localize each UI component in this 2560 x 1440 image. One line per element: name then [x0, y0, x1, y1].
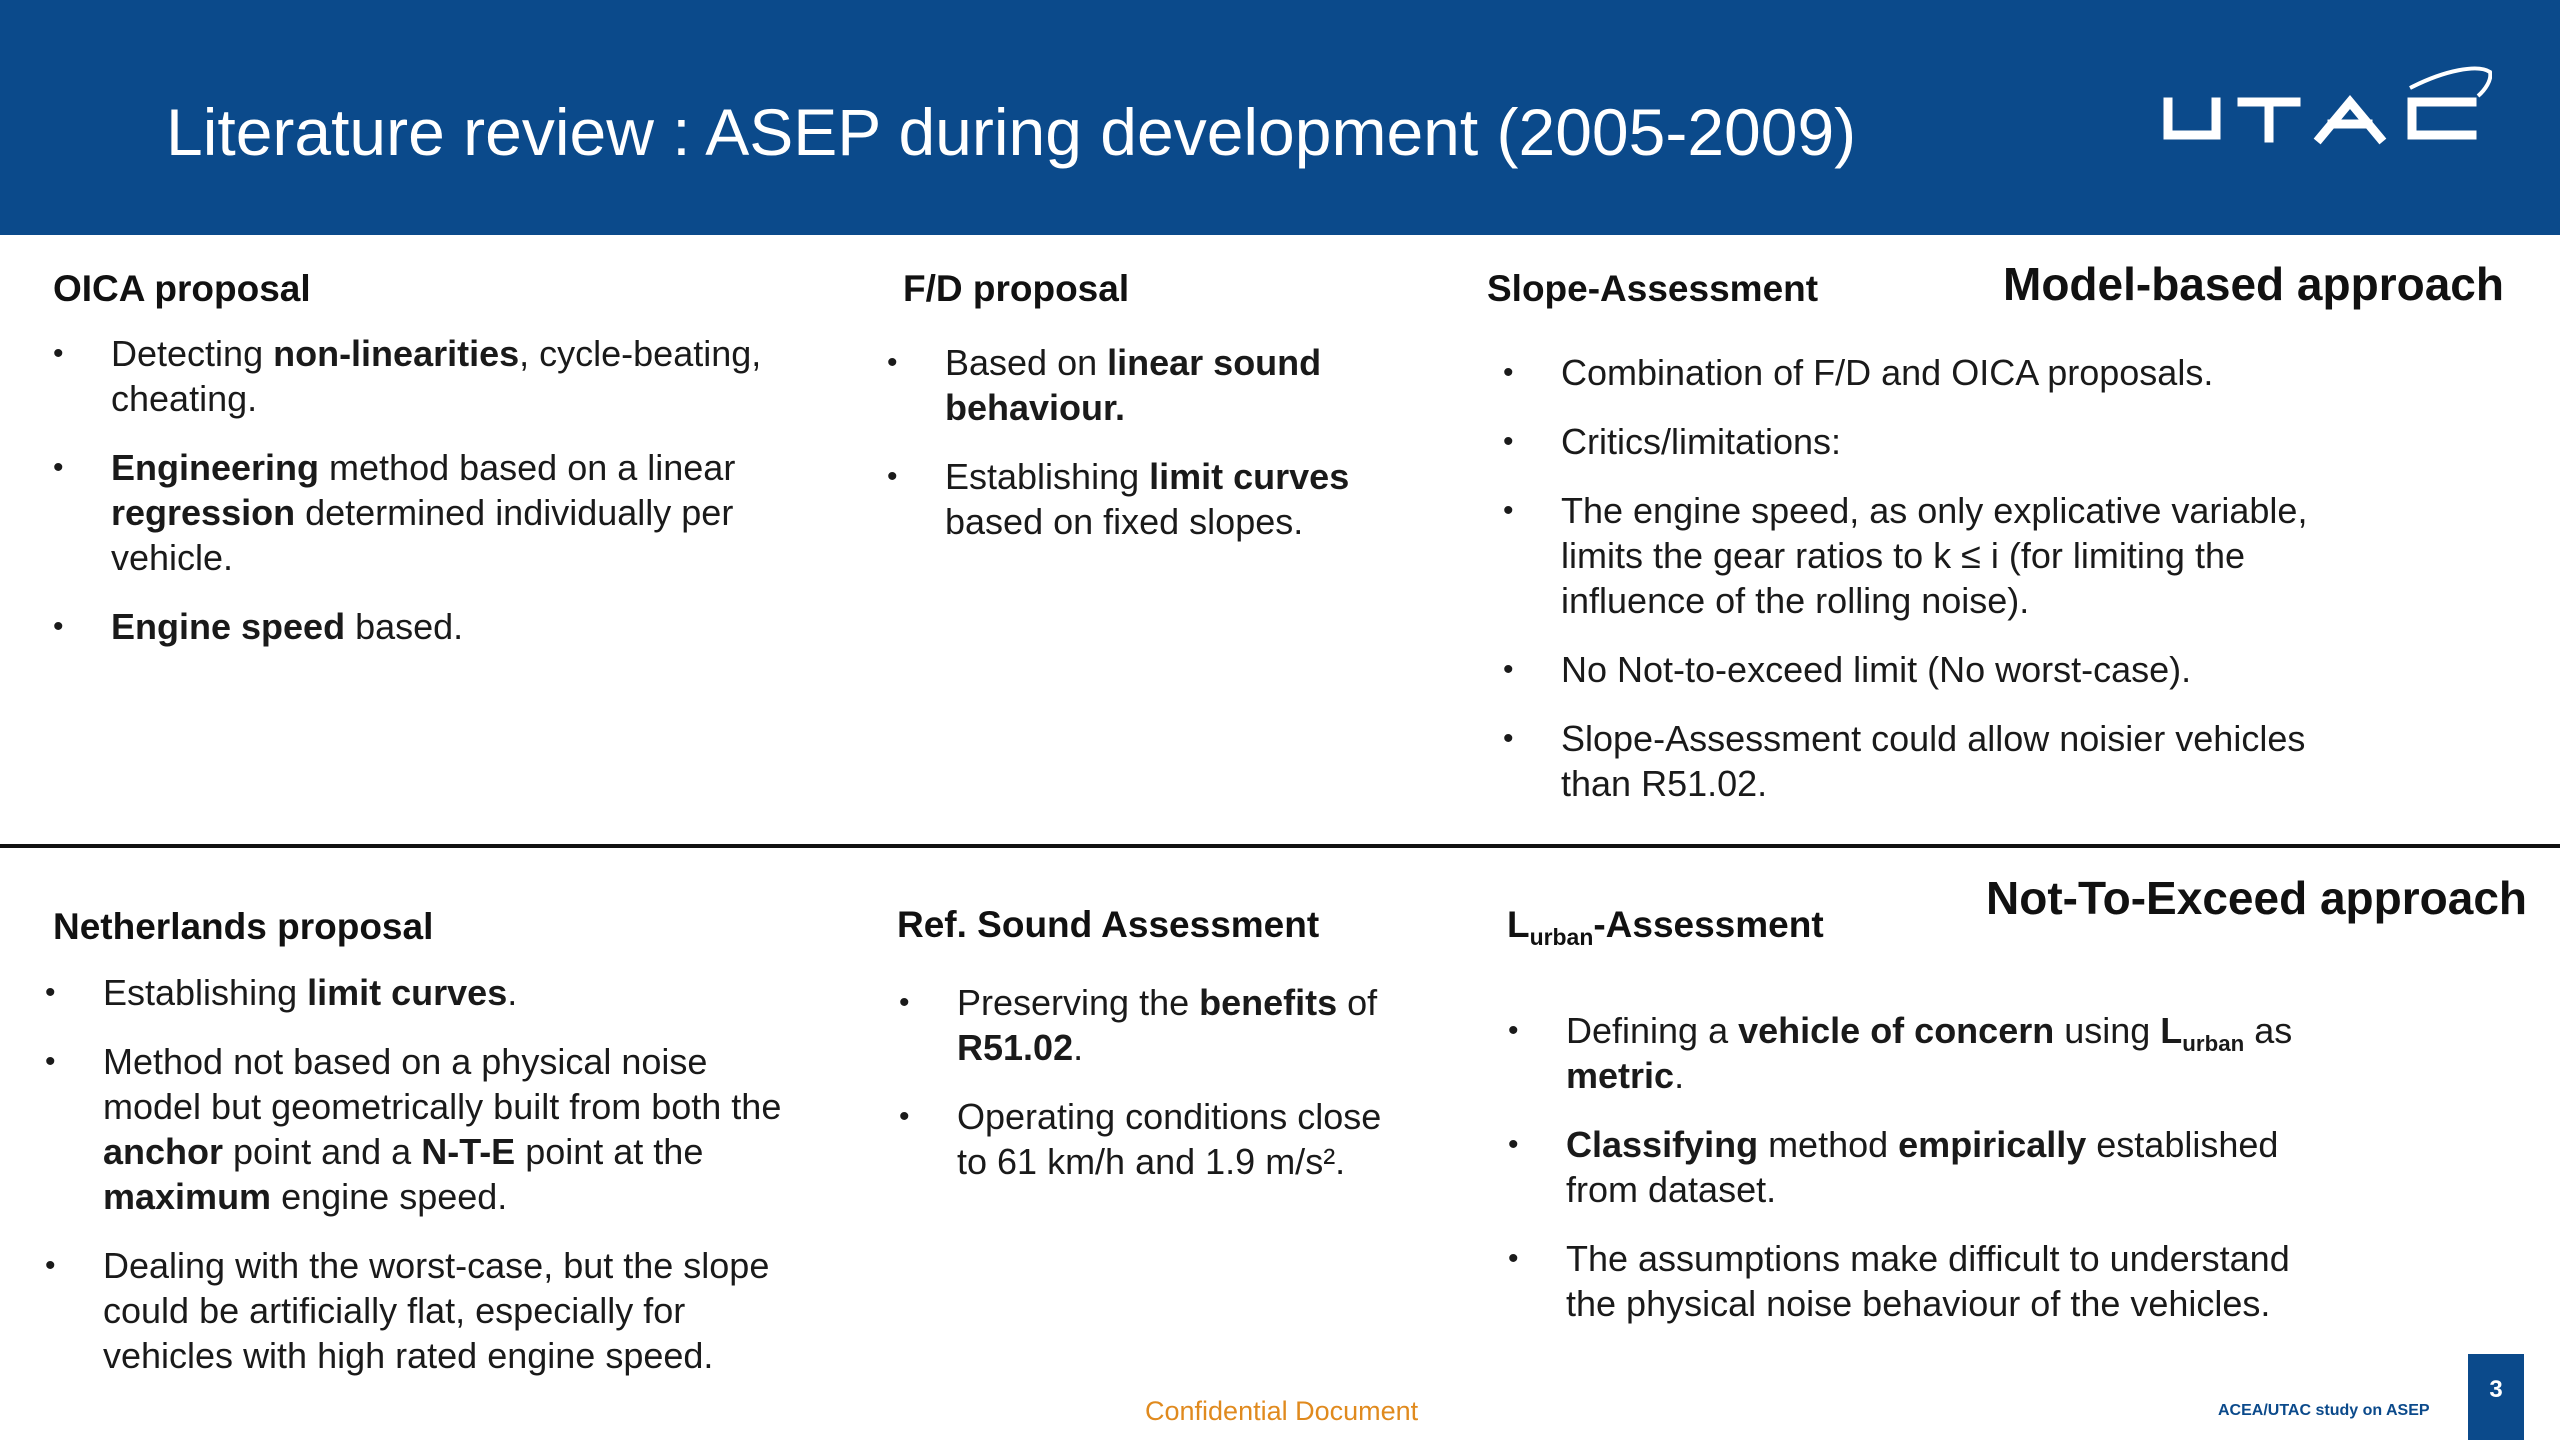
text: based.	[345, 606, 464, 647]
list-item	[53, 604, 773, 649]
header-band	[0, 0, 2560, 235]
bold-text: anchor	[103, 1131, 224, 1172]
bold-text: limit curves	[1149, 456, 1350, 497]
text: Defining a	[1566, 1010, 1739, 1051]
list-item	[887, 340, 1407, 430]
list-item: • The engine speed, as only explicative variable, limits the gear ratios to k ≤ i (for limiting the influence of the rolling noise).	[1503, 488, 2383, 623]
text: engine speed.	[271, 1176, 508, 1217]
heading-main: L	[1507, 904, 1530, 945]
text: Dealing with the worst-case, but the slope could be artificially flat, especially for vehicles with high rated engine speed.	[103, 1245, 770, 1376]
study-label: ACEA/UTAC study on ASEP	[2218, 1402, 2430, 1419]
list-item: • Critics/limitations:	[1503, 419, 2383, 464]
text: determined individually per vehicle.	[111, 492, 734, 578]
page-number: 3	[2468, 1354, 2524, 1440]
heading-subscript: urban	[1529, 924, 1594, 951]
text: of	[1337, 982, 1378, 1023]
text: Establishing	[945, 456, 1150, 497]
text: method based on a linear	[319, 447, 736, 488]
text: established from dataset.	[1566, 1124, 2279, 1210]
text: .	[1674, 1055, 1685, 1096]
list-item	[899, 980, 1419, 1070]
list-item: • Slope-Assessment could allow noisier vehicles than R51.02.	[1503, 716, 2383, 806]
lurban-heading	[1507, 904, 1824, 951]
fd-list	[887, 340, 1407, 568]
list-item	[53, 331, 773, 421]
list-item	[1508, 1122, 2318, 1212]
ref-sound-list	[899, 980, 1419, 1208]
section-divider	[0, 844, 2560, 848]
list-item	[45, 1243, 805, 1378]
text: point at the	[515, 1131, 704, 1172]
list-item: • Combination of F/D and OICA proposals.	[1503, 350, 2383, 395]
bold-text: non-linearities	[273, 333, 520, 374]
bold-text: linear sound behaviour.	[945, 342, 1322, 428]
text: point and a	[223, 1131, 422, 1172]
text: .	[1073, 1027, 1084, 1068]
slope-heading: Slope-Assessment	[1487, 268, 1819, 309]
oica-heading: OICA proposal	[53, 268, 311, 309]
bold-text: vehicle of concern	[1738, 1010, 2055, 1051]
bold-text: Classifying	[1566, 1124, 1759, 1165]
list-item	[899, 1094, 1419, 1184]
text: based on fixed slopes.	[945, 501, 1304, 542]
text: Based on	[945, 342, 1108, 383]
list-item	[53, 445, 773, 580]
ref-sound-heading: Ref. Sound Assessment	[897, 904, 1320, 945]
slope-list	[1503, 350, 2383, 830]
bold-text: benefits	[1199, 982, 1338, 1023]
text: as	[2244, 1010, 2293, 1051]
bold-text: Engineering	[111, 447, 320, 488]
list-item	[45, 1039, 805, 1219]
bold-text: metric	[1566, 1055, 1675, 1096]
bold-text: empirically	[1898, 1124, 2087, 1165]
text: Method not based on a physical noise model but geometrically built from both the	[103, 1041, 782, 1127]
bold-text: limit curves	[307, 972, 508, 1013]
bold-text: L	[2160, 1010, 2183, 1051]
heading-rest: -Assessment	[1593, 904, 1824, 945]
lurban-list	[1508, 1008, 2318, 1350]
netherlands-list	[45, 970, 805, 1402]
oica-list	[53, 331, 773, 673]
text: Detecting	[111, 333, 274, 374]
bold-text: N-T-E	[421, 1131, 516, 1172]
text: Establishing	[103, 972, 308, 1013]
utac-logo	[2160, 60, 2492, 160]
text: .	[507, 972, 518, 1013]
list-item	[887, 454, 1407, 544]
text: Operating conditions close to 61 km/h and 1.9 m/s².	[957, 1096, 1382, 1182]
text: using	[2054, 1010, 2161, 1051]
list-item	[1508, 1236, 2318, 1326]
text: The assumptions make difficult to understand the physical noise behaviour of the vehicles.	[1566, 1238, 2290, 1324]
list-item	[45, 970, 805, 1015]
list-item: • No Not-to-exceed limit (No worst-case).	[1503, 647, 2383, 692]
bold-text: Engine speed	[111, 606, 346, 647]
netherlands-heading: Netherlands proposal	[53, 906, 434, 947]
subscript-text: urban	[2182, 1030, 2245, 1056]
slide-title: Literature review : ASEP during development (2005-2009)	[166, 95, 1857, 169]
bold-text: maximum	[103, 1176, 272, 1217]
text: Preserving the	[957, 982, 1200, 1023]
not-to-exceed-approach-label: Not-To-Exceed approach	[1986, 872, 2527, 924]
bold-text: R51.02	[957, 1027, 1074, 1068]
text: , cycle-beating, cheating.	[111, 333, 762, 419]
confidential-label: Confidential Document	[1145, 1396, 1419, 1426]
bold-text: regression	[111, 492, 296, 533]
fd-heading: F/D proposal	[903, 268, 1130, 309]
text: method	[1758, 1124, 1899, 1165]
list-item	[1508, 1008, 2318, 1098]
model-based-approach-label: Model-based approach	[2003, 258, 2504, 310]
